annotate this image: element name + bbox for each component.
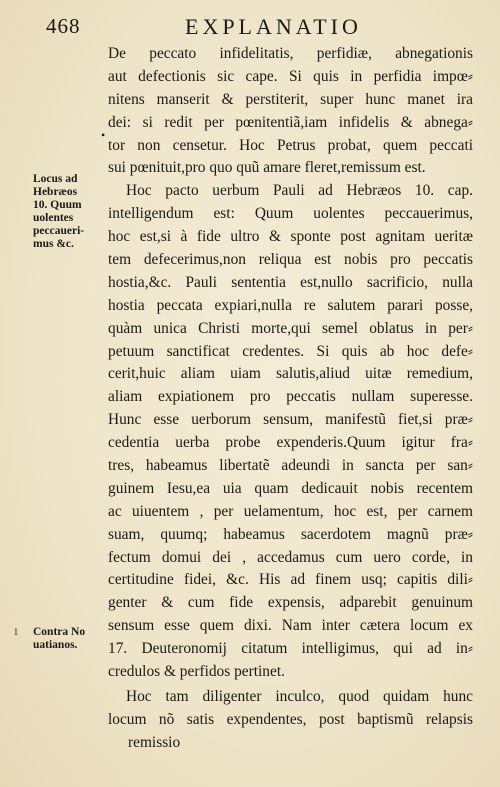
text-line: aut defectionis sic cape. Si quis in perfidia impœ⸗	[108, 67, 473, 85]
text-line: tres, habeamus libertatẽ adeundi in sancta per san⸗	[108, 457, 473, 475]
marginal-note-line: Locus ad	[33, 173, 78, 185]
catchword: remissio	[128, 733, 181, 751]
text-line: cedentia uerba probe expenderis.Quum igitur fra⸗	[108, 434, 473, 452]
text-line: dei: si redit per pœnitentiã,iam infidelis & abnega⸗	[108, 113, 473, 131]
page-number: 468	[46, 14, 81, 38]
main-text-block	[108, 43, 473, 755]
text-line: tem defecerimus,non reliqua est nobis pro peccatis	[108, 251, 473, 269]
marginal-note-line: mus &c.	[33, 238, 74, 250]
text-line: petuum sanctificat credentes. Si quis ab hoc defe⸗	[108, 342, 473, 360]
marginal-bullet-mark: •	[101, 128, 106, 142]
marginal-note-line: uatianos.	[33, 639, 78, 651]
text-line: hostia peccata expiari,nulla re salutem parari posse,	[108, 296, 473, 314]
marginal-note-line: Hebræos	[33, 186, 78, 198]
text-line: De peccato infidelitatis, perfidiæ, abnegationis	[108, 45, 473, 62]
text-line: 17. Deuteronomij citatum intelligimus, qui ad in⸗	[108, 640, 473, 658]
text-line: aliam expiationem pro peccatis nullam superesse.	[108, 388, 473, 406]
marginal-note-line: Contra No	[33, 626, 86, 638]
text-line: quàm unica Christi morte,qui semel oblatus in per⸗	[108, 319, 473, 337]
marginal-note-line: uolentes	[33, 212, 74, 224]
text-line: certitudine fidei, &c. His ad finem usq; capitis dili⸗	[108, 571, 473, 589]
marginal-note-hebraeos	[33, 173, 108, 251]
text-line: cerit,huic aliam uiam salutis,aliud uitæ remedium,	[108, 365, 473, 383]
text-line: Hoc pacto uerbum Pauli ad Hebræos 10. cap.	[126, 182, 473, 200]
text-line: hoc est,si à fide ultro & sponte post agnitam ueritæ	[108, 228, 473, 246]
text-line: suam, quumq; habeamus sacerdotem magnũ præ⸗	[108, 525, 473, 543]
text-line: guinem Iesu,ea uia quam dedicauit nobis recentem	[108, 479, 473, 497]
running-title: EXPLANATIO	[185, 14, 362, 39]
text-line: fectum domui dei , accedamus cum uero corde, in	[108, 548, 473, 566]
marginal-note-line: 10. Quum	[33, 199, 82, 211]
margin-tick-mark: ı	[14, 624, 18, 639]
text-line: genter & cum fide expensis, adparebit genuinum	[108, 594, 473, 612]
text-line: credulos & perfidos pertinet.	[108, 663, 285, 681]
marginal-note-line: peccaueri-	[33, 225, 85, 237]
marginal-note-novatianos	[33, 626, 108, 652]
page-header	[0, 14, 500, 44]
text-line: intelligendum est: Quum uolentes peccauerimus,	[108, 205, 473, 223]
text-line: sui pœnituit,pro quo quũ amare fleret,remissum est.	[108, 159, 426, 177]
text-line: hostia,&c. Pauli sententia est,nullo sacrificio, nulla	[108, 273, 473, 291]
text-line: Hoc tam diligenter inculco, quod quidam hunc	[126, 687, 473, 705]
text-line: tor non censetur. Hoc Petrus probat, quem peccati	[108, 136, 473, 154]
text-line: sensum esse quem dixi. Nam inter cætera locum ex	[108, 617, 473, 635]
text-line: locum nõ satis expendentes, post baptismũ relapsis	[108, 710, 473, 728]
text-line: ac uiuentem , per uelamentum, hoc est, per carnem	[108, 502, 473, 520]
text-line: nitens manserit & perstiterit, super hunc manet ira	[108, 90, 473, 108]
text-line: Hunc esse uerborum sensum, manifestũ fiet,si præ⸗	[108, 411, 473, 429]
